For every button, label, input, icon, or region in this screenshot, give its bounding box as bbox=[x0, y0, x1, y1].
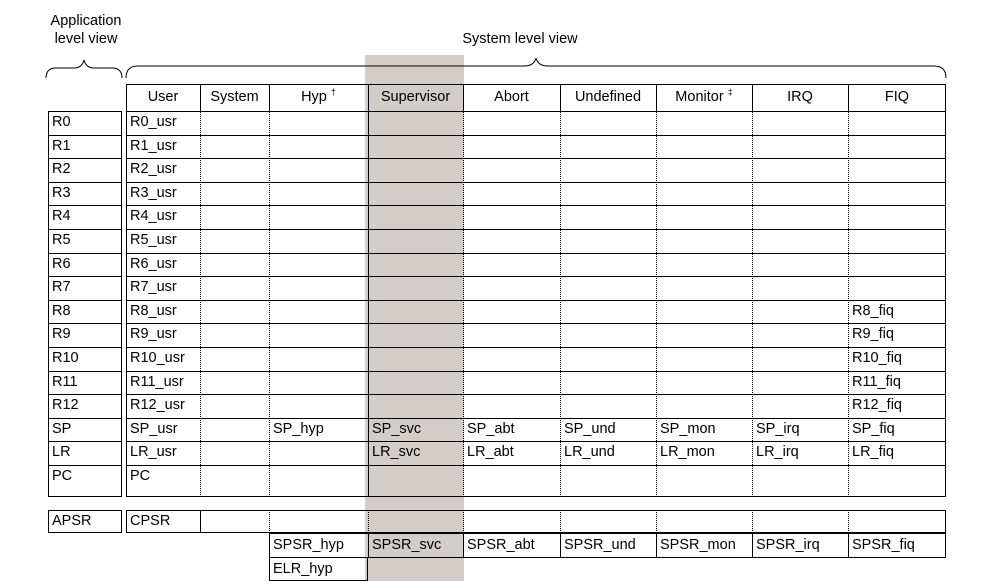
system-level-brace bbox=[124, 50, 948, 80]
sp-banked-3: SP_und bbox=[564, 420, 616, 437]
app-register-r3: R3 bbox=[52, 184, 71, 201]
system-row-divider bbox=[126, 135, 946, 136]
header-hyp: Hyp † bbox=[301, 87, 336, 105]
sp-banked-1: SP_svc bbox=[372, 420, 422, 437]
app-register-r11: R11 bbox=[52, 373, 78, 390]
app-register-sp: SP bbox=[52, 420, 72, 437]
lr-banked-1: LR_abt bbox=[467, 444, 514, 461]
user-register-15: PC bbox=[130, 468, 151, 484]
spsr-mon: SPSR_mon bbox=[660, 537, 736, 553]
sp-banked-2: SP_abt bbox=[467, 420, 515, 437]
header-fiq: FIQ bbox=[884, 89, 910, 105]
user-register-3: R3_usr bbox=[130, 184, 177, 201]
application-level-brace bbox=[44, 50, 124, 80]
system-row-divider bbox=[126, 465, 946, 466]
lr-banked-5: LR_fiq bbox=[852, 444, 894, 461]
app-register-r10: R10 bbox=[52, 350, 79, 366]
cpsr-label: CPSR bbox=[130, 513, 171, 529]
application-level-view-label: Application level view bbox=[50, 13, 122, 47]
system-row-divider bbox=[126, 371, 946, 372]
system-row-divider bbox=[126, 300, 946, 301]
header-supervisor: Supervisor bbox=[380, 89, 451, 105]
user-register-11: R11_usr bbox=[130, 373, 184, 390]
system-row-divider bbox=[126, 158, 946, 159]
user-register-13: SP_usr bbox=[130, 420, 178, 437]
user-register-12: R12_usr bbox=[130, 397, 185, 414]
spsr-abt: SPSR_abt bbox=[467, 537, 535, 553]
system-register-table bbox=[126, 84, 946, 497]
sp-banked-5: SP_irq bbox=[756, 420, 800, 437]
spsr-svc: SPSR_svc bbox=[372, 537, 442, 553]
user-register-4: R4_usr bbox=[130, 208, 177, 225]
app-register-pc: PC bbox=[52, 468, 73, 484]
user-register-14: LR_usr bbox=[130, 444, 177, 461]
spsr-und: SPSR_und bbox=[564, 537, 636, 553]
app-register-r4: R4 bbox=[52, 208, 71, 225]
app-register-r12: R12 bbox=[52, 397, 79, 414]
user-register-0: R0_usr bbox=[130, 114, 177, 130]
system-row-divider bbox=[126, 394, 946, 395]
app-register-r8: R8 bbox=[52, 302, 71, 319]
app-register-r7: R7 bbox=[52, 279, 71, 296]
header-divider bbox=[126, 111, 946, 112]
user-register-5: R5_usr bbox=[130, 232, 177, 248]
lr-banked-3: LR_mon bbox=[660, 444, 715, 461]
fiq-register-8: R8_fiq bbox=[852, 302, 894, 319]
fiq-register-9: R9_fiq bbox=[852, 326, 894, 343]
fiq-register-10: R10_fiq bbox=[852, 350, 902, 366]
user-register-2: R2_usr bbox=[130, 161, 177, 178]
app-register-r9: R9 bbox=[52, 326, 71, 343]
spsr-irq: SPSR_irq bbox=[756, 537, 820, 553]
user-register-7: R7_usr bbox=[130, 279, 177, 296]
user-register-10: R10_usr bbox=[130, 350, 185, 366]
sp-banked-6: SP_fiq bbox=[852, 420, 895, 437]
lr-banked-4: LR_irq bbox=[756, 444, 799, 461]
lr-banked-2: LR_und bbox=[564, 444, 615, 461]
sp-banked-4: SP_mon bbox=[660, 420, 716, 437]
system-level-view-label: System level view bbox=[462, 31, 578, 47]
system-row-divider bbox=[126, 441, 946, 442]
system-row-divider bbox=[126, 323, 946, 324]
header-system: System bbox=[210, 89, 259, 105]
header-monitor: Monitor ‡ bbox=[675, 87, 733, 105]
header-undefined: Undefined bbox=[574, 89, 642, 105]
elr-hyp: ELR_hyp bbox=[273, 561, 333, 577]
app-register-r0: R0 bbox=[52, 114, 71, 130]
spsr-hyp: SPSR_hyp bbox=[273, 537, 344, 553]
system-row-divider bbox=[126, 253, 946, 254]
sp-banked-0: SP_hyp bbox=[273, 420, 324, 437]
apsr-label: APSR bbox=[52, 513, 92, 529]
system-row-divider bbox=[126, 347, 946, 348]
spsr-fiq: SPSR_fiq bbox=[852, 537, 915, 553]
system-row-divider bbox=[126, 276, 946, 277]
system-row-divider bbox=[126, 229, 946, 230]
fiq-register-12: R12_fiq bbox=[852, 397, 902, 414]
user-register-8: R8_usr bbox=[130, 302, 177, 319]
lr-banked-0: LR_svc bbox=[372, 444, 421, 461]
system-row-divider bbox=[126, 182, 946, 183]
cpsr-row-box bbox=[126, 510, 946, 533]
system-row-divider bbox=[126, 205, 946, 206]
user-register-1: R1_usr bbox=[130, 137, 177, 154]
app-register-r6: R6 bbox=[52, 255, 71, 272]
system-row-divider bbox=[126, 418, 946, 419]
app-register-r1: R1 bbox=[52, 137, 71, 154]
header-irq: IRQ bbox=[787, 89, 813, 105]
header-abort: Abort bbox=[494, 89, 529, 105]
fiq-register-11: R11_fiq bbox=[852, 373, 901, 390]
app-register-lr: LR bbox=[52, 444, 71, 461]
app-register-r5: R5 bbox=[52, 232, 71, 248]
app-register-r2: R2 bbox=[52, 161, 71, 178]
user-register-9: R9_usr bbox=[130, 326, 177, 343]
user-register-6: R6_usr bbox=[130, 255, 177, 272]
header-user: User bbox=[147, 89, 179, 105]
